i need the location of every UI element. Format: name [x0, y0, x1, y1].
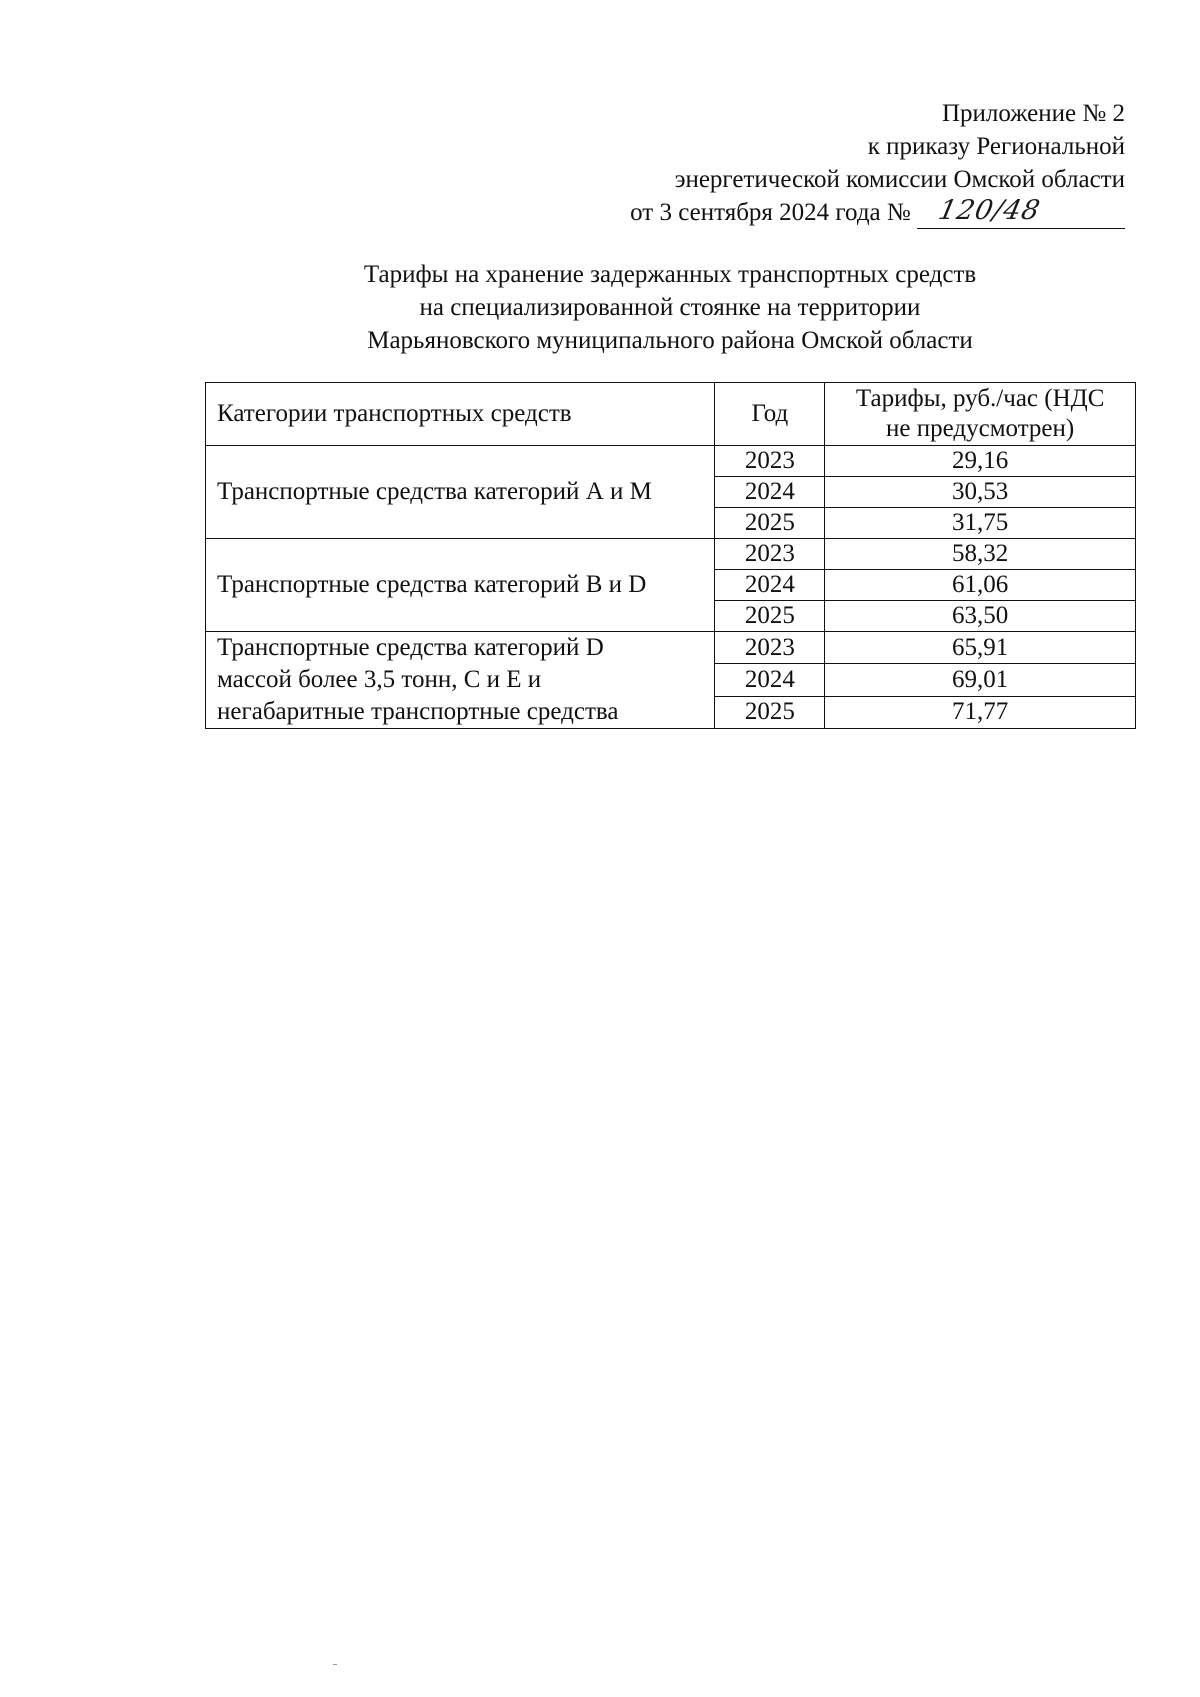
tariff-header-line-1: Тарифы, руб./час (НДС [855, 385, 1105, 412]
appendix-number: Приложение № 2 [941, 100, 1125, 127]
tariff-cell: 65,91 [825, 632, 1136, 664]
year-cell: 2025 [715, 508, 825, 539]
column-header-tariff [825, 383, 1136, 446]
table-header-row [206, 383, 1136, 446]
table-row [206, 446, 1136, 477]
tariff-cell: 58,32 [825, 539, 1136, 570]
title-line-3: Марьяновского муниципального района Омской области [367, 327, 973, 354]
category-cell: Транспортные средства категорий А и М [206, 446, 715, 539]
appendix-header [565, 97, 1125, 229]
year-cell: 2025 [715, 696, 825, 728]
category-line-2: массой более 3,5 тонн, С и Е и [217, 666, 542, 693]
order-date-line [565, 196, 1125, 229]
document-title [205, 258, 1135, 357]
tariff-table [205, 382, 1136, 729]
category-cell: Транспортные средства категорий В и D [206, 539, 715, 632]
tariff-cell: 29,16 [825, 446, 1136, 477]
tariff-cell: 31,75 [825, 508, 1136, 539]
year-cell: 2023 [715, 539, 825, 570]
tariff-cell: 69,01 [825, 664, 1136, 696]
scan-speck [333, 1664, 337, 1665]
year-cell: 2023 [715, 446, 825, 477]
category-cell [206, 632, 715, 729]
year-cell: 2023 [715, 632, 825, 664]
order-date: от 3 сентября 2024 года № [630, 199, 911, 226]
tariff-cell: 63,50 [825, 601, 1136, 632]
handwritten-order-number: 120/48 [935, 195, 1044, 226]
year-cell: 2025 [715, 601, 825, 632]
table-row [206, 632, 1136, 664]
column-header-year: Год [715, 383, 825, 446]
tariff-cell: 30,53 [825, 477, 1136, 508]
commission-name: энергетической комиссии Омской области [674, 166, 1125, 193]
year-cell: 2024 [715, 570, 825, 601]
table-row [206, 539, 1136, 570]
column-header-category: Категории транспортных средств [206, 383, 715, 446]
tariff-header-line-2: не предусмотрен) [886, 415, 1075, 442]
order-number-field [917, 195, 1125, 229]
category-line-1: Транспортные средства категорий D [217, 634, 604, 661]
title-line-1: Тарифы на хранение задержанных транспортных средств [363, 261, 977, 288]
year-cell: 2024 [715, 477, 825, 508]
order-reference-line: к приказу Региональной [867, 133, 1125, 160]
tariff-cell: 61,06 [825, 570, 1136, 601]
year-cell: 2024 [715, 664, 825, 696]
tariff-cell: 71,77 [825, 696, 1136, 728]
title-line-2: на специализированной стоянке на территории [419, 294, 921, 321]
category-line-3: негабаритные транспортные средства [217, 698, 619, 725]
